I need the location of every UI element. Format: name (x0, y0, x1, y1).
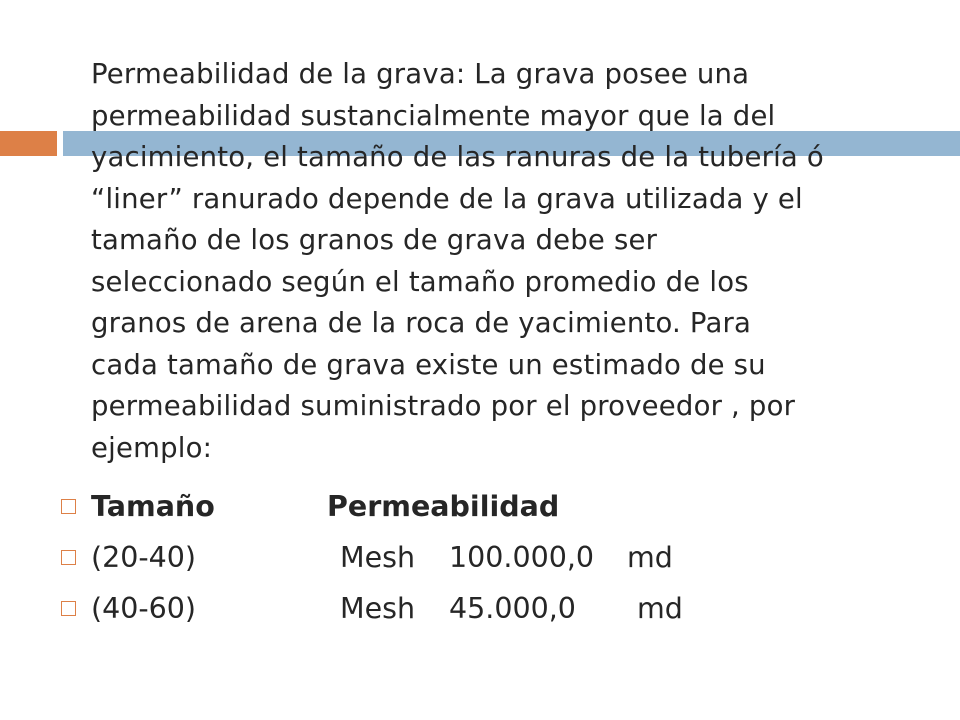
row-unit: md (637, 592, 683, 625)
checkbox-bullet-icon (61, 601, 76, 616)
accent-bar-orange (0, 131, 57, 156)
header-permeability: Permeabilidad (327, 490, 560, 523)
row-size: (40-60) (91, 592, 197, 625)
list-item-header (0, 481, 960, 532)
row-unit: md (627, 541, 673, 574)
row-mesh: Mesh (340, 541, 416, 574)
row-size: (20-40) (91, 541, 197, 574)
row-mesh: Mesh (340, 592, 416, 625)
row-value: 45.000,0 (449, 592, 576, 625)
list-item (0, 583, 960, 634)
checkbox-bullet-icon (61, 499, 76, 514)
list-item (0, 532, 960, 583)
permeability-list (0, 481, 960, 634)
body-paragraph: Permeabilidad de la grava: La grava posee una permeabilidad sustancialmente mayor que la del yacimiento, el tamaño de las ranuras de la tubería ó “liner” ranurado depende de la grava utilizada y el tamaño de los granos de grava debe ser seleccionado según el tamaño promedio de los granos de arena de la roca de yacimiento. Para cada tamaño de grava existe un estimado de su permeabilidad suministrado por el proveedor , por ejemplo: (91, 58, 824, 464)
row-value: 100.000,0 (449, 541, 595, 574)
checkbox-bullet-icon (61, 550, 76, 565)
header-size: Tamaño (91, 490, 215, 523)
